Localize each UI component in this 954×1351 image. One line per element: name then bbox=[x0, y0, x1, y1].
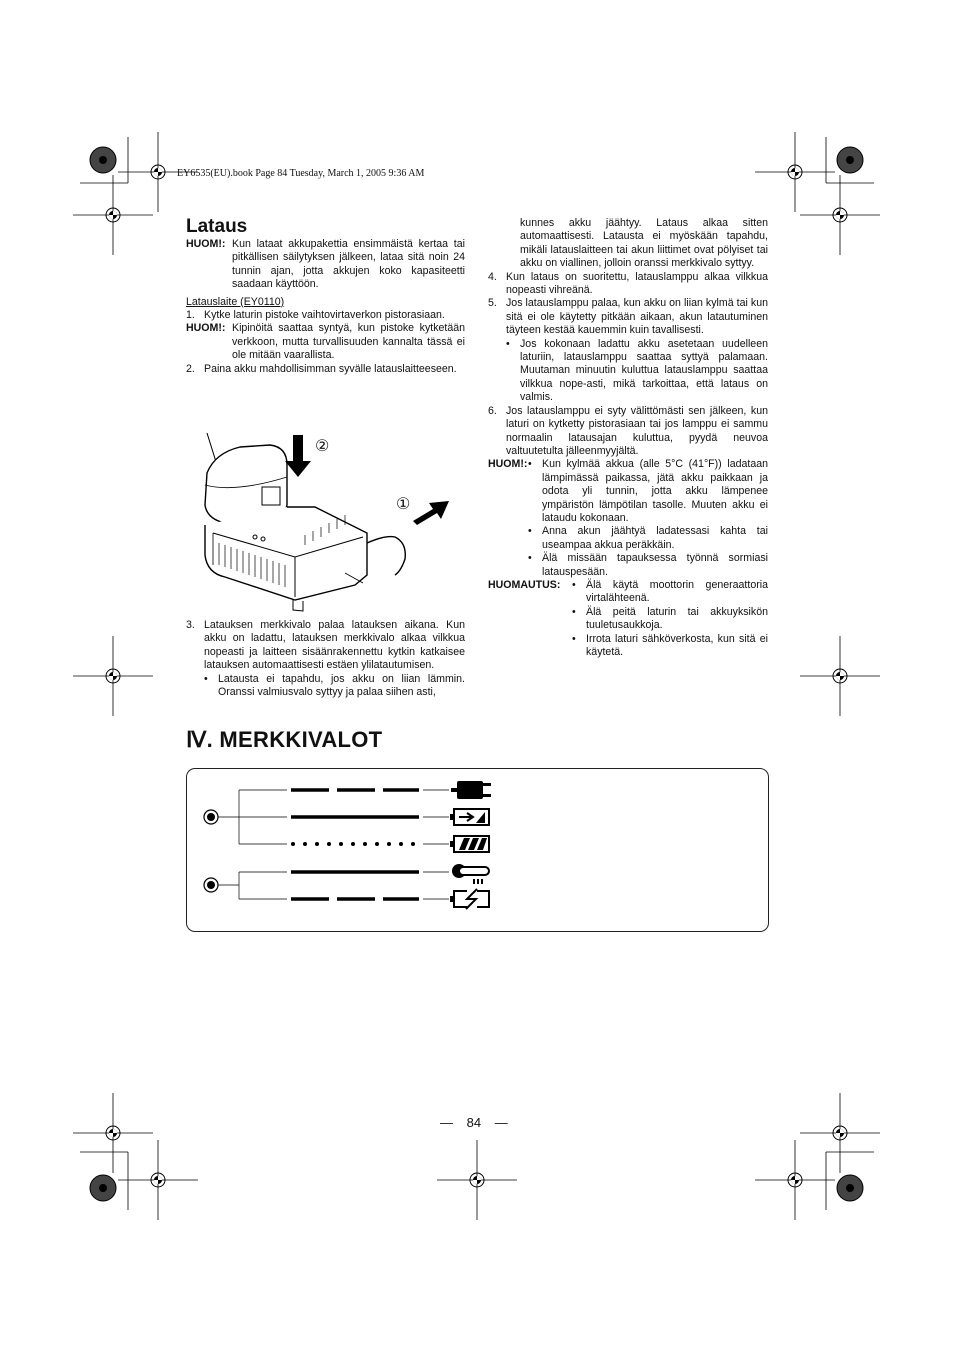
bullet-text: Kun kylmää akkua (alle 5°C (41°F)) ladataan lämpimässä paikassa, jätä akku paikkaan ja odota yli tunnin, jotta akku lämpenee ympäristön lämpötilan tasolle. Muuten akku ei lataudu kokonaan. bbox=[542, 458, 768, 524]
section-heading-lataus: Lataus bbox=[186, 216, 248, 237]
step-6 bbox=[488, 405, 768, 459]
note-text: Kipinöitä saattaa syntyä, kun pistoke kytketään verkkoon, mutta turvallisuuden kannalta tässä ei ole mitään vaarallista. bbox=[232, 322, 465, 362]
pattern-dotted bbox=[291, 842, 415, 846]
step-text: Kun lataus on suoritettu, latauslamppu alkaa vilkkua nopeasti vihreänä. bbox=[506, 270, 768, 297]
bullet-text: Jos kokonaan ladattu akku asetetaan uudelleen laturiin, latauslamppu saattaa syttyä palamaan. Muutaman minuutin kuluttua latauslamppu saattaa vilkkua nope-asti, mikä tarkoittaa, että lataus on valmis. bbox=[520, 337, 768, 404]
step-text: Latauksen merkkivalo palaa latauksen aikana. Kun akku on ladattu, latauksen merkkivalo alkaa vilkkua nopeasti ja laitteen sisäänrakennettu kytkin katkaisee latauksen automaattisesti estäen ylilatautumisen. bbox=[204, 619, 465, 672]
note-huom-2 bbox=[186, 322, 465, 362]
note-bullets bbox=[528, 458, 768, 579]
bullet-item bbox=[488, 338, 768, 405]
bullet-dot: • bbox=[204, 672, 208, 685]
step-1 bbox=[186, 309, 465, 322]
step-text: Jos latauslamppu palaa, kun akku on liian kylmä tai kun sitä ei ole käytetty pitkään aikaan, akun latautuminen täyteen kestää kauemmin kuin tavallisesti. bbox=[506, 297, 768, 337]
bullet-dot: • bbox=[572, 632, 576, 645]
note-huom-1 bbox=[186, 238, 465, 292]
list-item bbox=[528, 458, 768, 525]
note-bullets bbox=[572, 579, 768, 659]
step-text: Paina akku mahdollisimman syvälle latauslaitteeseen. bbox=[204, 362, 457, 375]
step-text: Jos latauslamppu ei syty välittömästi sen jälkeen, kun laturi on kytketty pistorasiaan tai jos lamppu ei sammu normaalin latausajan kuluttua, pyydä neuvoa valtuutetulta jälleenmyyjältä. bbox=[506, 404, 768, 457]
step-5 bbox=[488, 297, 768, 337]
note-huom-3 bbox=[488, 458, 768, 579]
bullet-dot: • bbox=[572, 605, 576, 618]
step-4 bbox=[488, 271, 768, 298]
note-label: HUOM!: bbox=[488, 458, 528, 471]
bullet-text: Älä missään tapauksessa työnnä sormiasi latauspesään. bbox=[542, 552, 768, 578]
thermometer-icon bbox=[452, 864, 489, 884]
left-column-bottom bbox=[186, 619, 465, 699]
step-text: Kytke laturin pistoke vaihtovirtaverkon pistorasiaan. bbox=[204, 309, 445, 322]
bullet-dot: • bbox=[506, 337, 510, 350]
bullet-dot: • bbox=[528, 458, 532, 471]
note-text: Kun lataat akkupakettia ensimmäistä kertaa tai pitkällisen säilytyksen jälkeen, lataa sitä noin 24 tunnin ajan, jotta akkujen koko kapasiteetti saadaan käyttöön. bbox=[232, 238, 465, 291]
charger-model-label: Latauslaite (EY0110) bbox=[186, 295, 285, 308]
figure-marker-1: ① bbox=[396, 496, 411, 513]
charger-illustration bbox=[195, 425, 465, 615]
figure-marker-2: ② bbox=[315, 438, 330, 455]
note-huomautus bbox=[488, 579, 768, 659]
bullet-dot: • bbox=[528, 525, 532, 538]
lamp-indicator-2 bbox=[204, 878, 218, 892]
bullet-dot: • bbox=[572, 578, 576, 591]
bullet-text: Älä peitä laturin tai akkuyksikön tuuletusaukkoja. bbox=[586, 605, 768, 632]
bullet-dot: • bbox=[528, 552, 532, 565]
step-number: 2. bbox=[186, 362, 195, 375]
list-item bbox=[572, 579, 768, 606]
bullet-text: Älä käytä moottorin generaattoria virtalähteenä. bbox=[586, 578, 768, 605]
plug-icon bbox=[451, 781, 491, 799]
continued-text: kunnes akku jäähtyy. Lataus alkaa sitten automaattisesti. Latausta ei myöskään tapahdu, mikäli latauslaitteen tai akun liittimet ovat pölyiset tai akku on viallinen, jolloin oranssi merkkivalo syttyy. bbox=[520, 217, 768, 270]
step-2 bbox=[186, 363, 465, 376]
bullet-text: Latausta ei tapahdu, jos akku on liian lämmin. Oranssi valmiusvalo syttyy ja palaa siihen asti, bbox=[218, 672, 465, 699]
battery-fault-icon bbox=[450, 889, 489, 909]
step-number: 6. bbox=[488, 404, 497, 417]
step-3 bbox=[186, 619, 465, 673]
indicator-legend-box bbox=[186, 768, 769, 932]
battery-full-icon bbox=[450, 836, 489, 852]
bullet-item bbox=[186, 673, 465, 700]
list-item bbox=[528, 552, 768, 579]
note-label: HUOM!: bbox=[186, 238, 226, 250]
note-label: HUOM!: bbox=[186, 322, 226, 335]
step-number: 1. bbox=[186, 309, 195, 322]
footer-dash-left: — bbox=[440, 1115, 453, 1130]
right-column bbox=[488, 217, 768, 659]
bullet-text: Irrota laturi sähköverkosta, kun sitä ei käytetä. bbox=[586, 632, 768, 658]
list-item bbox=[572, 606, 768, 633]
step-number: 3. bbox=[186, 619, 195, 631]
step-number: 4. bbox=[488, 270, 497, 283]
list-item bbox=[572, 633, 768, 660]
left-column-top bbox=[186, 238, 465, 376]
page-number-footer bbox=[440, 1115, 508, 1130]
section-heading-merkkivalot: Ⅳ. MERKKIVALOT bbox=[186, 727, 383, 752]
bullet-text: Anna akun jäähtyä ladatessasi kahta tai useampaa akkua peräkkäin. bbox=[542, 525, 768, 551]
print-header: EY6535(EU).book Page 84 Tuesday, March 1, 2005 9:36 AM bbox=[177, 168, 425, 179]
note-label: HUOMAUTUS: bbox=[488, 578, 561, 591]
page-number: 84 bbox=[466, 1115, 482, 1130]
footer-dash-right: — bbox=[494, 1115, 508, 1130]
list-item bbox=[528, 525, 768, 552]
step-number: 5. bbox=[488, 297, 497, 310]
indicator-legend bbox=[187, 769, 768, 931]
battery-charging-icon bbox=[450, 809, 489, 825]
lamp-indicator-1 bbox=[204, 810, 218, 824]
